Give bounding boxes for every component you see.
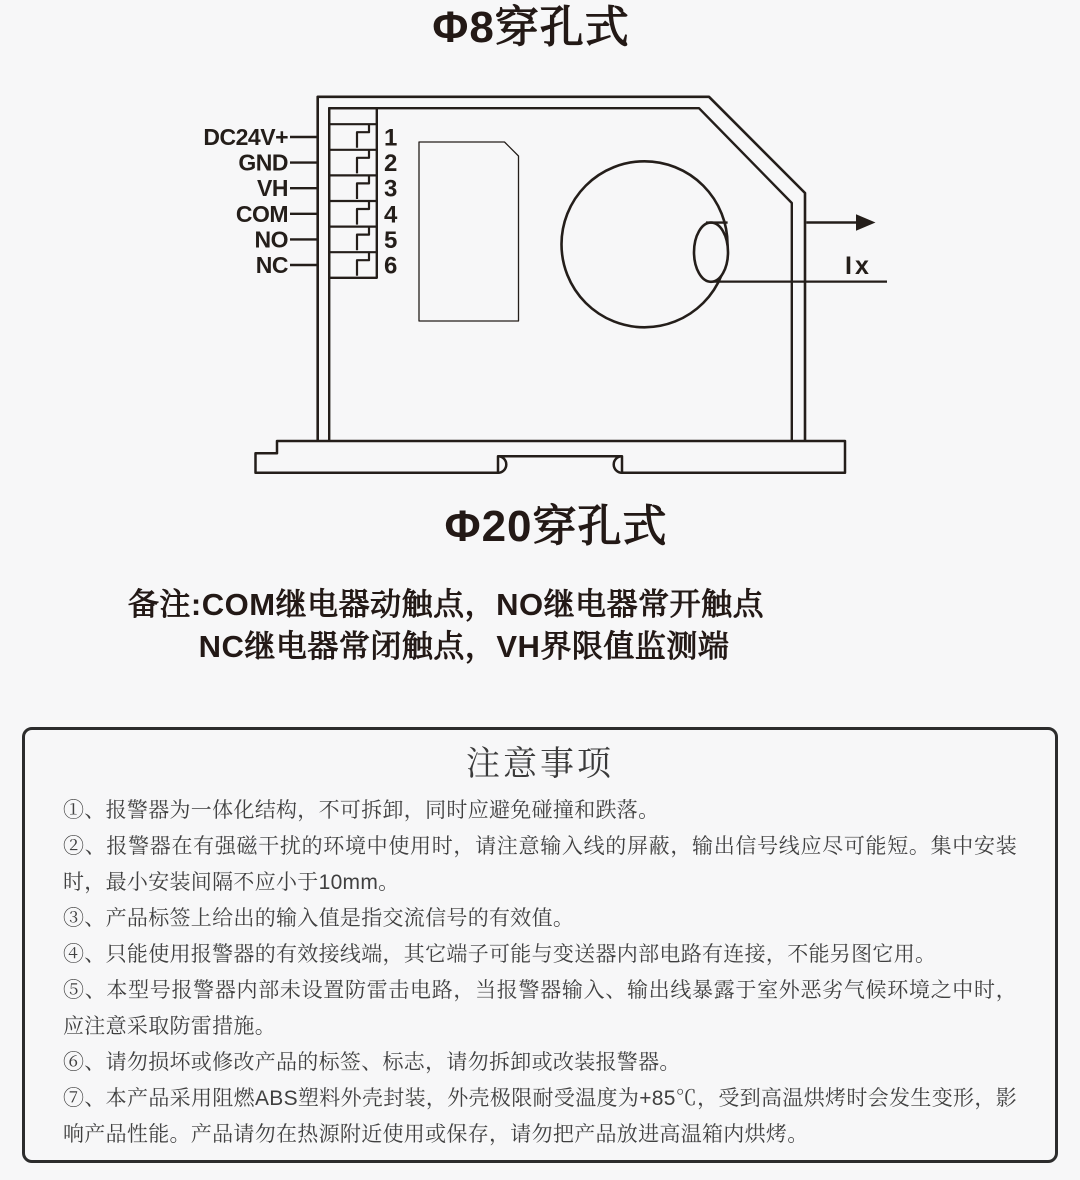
notice-item-2: ②、报警器在有强磁干扰的环境中使用时，请注意输入线的屏蔽，输出信号线应尽可能短。集中安装时，最小安装间隔不应小于10mm。	[63, 835, 1017, 894]
terminal-label-vh: VH	[257, 175, 288, 202]
title-phi8: Φ8穿孔式	[432, 3, 630, 52]
terminal-numbers	[384, 125, 398, 280]
note-line2: NC继电器常闭触点，VH界限值监测端	[198, 629, 730, 664]
terminal-number-3: 3	[384, 175, 398, 203]
through-hole-bore	[694, 223, 728, 282]
notice-item-1: ①、报警器为一体化结构，不可拆卸，同时应避免碰撞和跌落。	[63, 799, 660, 822]
terminal-number-2: 2	[384, 150, 398, 178]
terminal-label-com: COM	[235, 200, 288, 227]
terminal-number-5: 5	[384, 226, 398, 254]
terminal-number-4: 4	[384, 201, 398, 229]
note-line1: 备注:COM继电器动触点，NO继电器常开触点	[127, 587, 765, 622]
current-arrow	[806, 214, 875, 230]
notice-item-4: ④、只能使用报警器的有效接线端，其它端子可能与变送器内部电路有连接，不能另图它用。	[63, 943, 937, 966]
terminal-label-nc: NC	[255, 252, 288, 278]
arrowhead	[856, 214, 876, 230]
notice-item-7: ⑦、本产品采用阻燃ABS塑料外壳封装，外壳极限耐受温度为+85℃，受到高温烘烤时会发生变形，影响产品性能。产品请勿在热源附近使用或保存，请勿把产品放进高温箱内烘烤。	[63, 1087, 1017, 1146]
terminal-label-no: NO	[254, 226, 288, 253]
note-remark	[0, 584, 892, 668]
notice-item-3: ③、产品标签上给出的输入值是指交流信号的有效值。	[63, 907, 575, 930]
notice-item-6: ⑥、请勿损坏或修改产品的标签、标志，请勿拆卸或改装报警器。	[63, 1051, 681, 1074]
current-label-ix: Ix	[845, 252, 872, 280]
terminal-number-6: 6	[384, 252, 398, 280]
label-plate	[419, 142, 519, 321]
notice-title: 注意事项	[466, 745, 614, 783]
notice-box	[22, 727, 1058, 1163]
din-rail-base	[256, 441, 846, 473]
terminal-label-gnd: GND	[238, 149, 288, 176]
notice-item-5: ⑤、本型号报警器内部未设置防雷击电路，当报警器输入、输出线暴露于室外恶劣气候环境之中时，应注意采取防雷措施。	[63, 979, 1017, 1038]
terminal-wire-stubs	[290, 137, 318, 265]
terminal-labels	[203, 124, 288, 278]
terminal-number-1: 1	[384, 124, 398, 152]
notice-items	[25, 787, 1055, 1153]
title-phi20: Φ20穿孔式	[444, 502, 668, 551]
terminal-label-dc24v: DC24V+	[203, 124, 288, 150]
